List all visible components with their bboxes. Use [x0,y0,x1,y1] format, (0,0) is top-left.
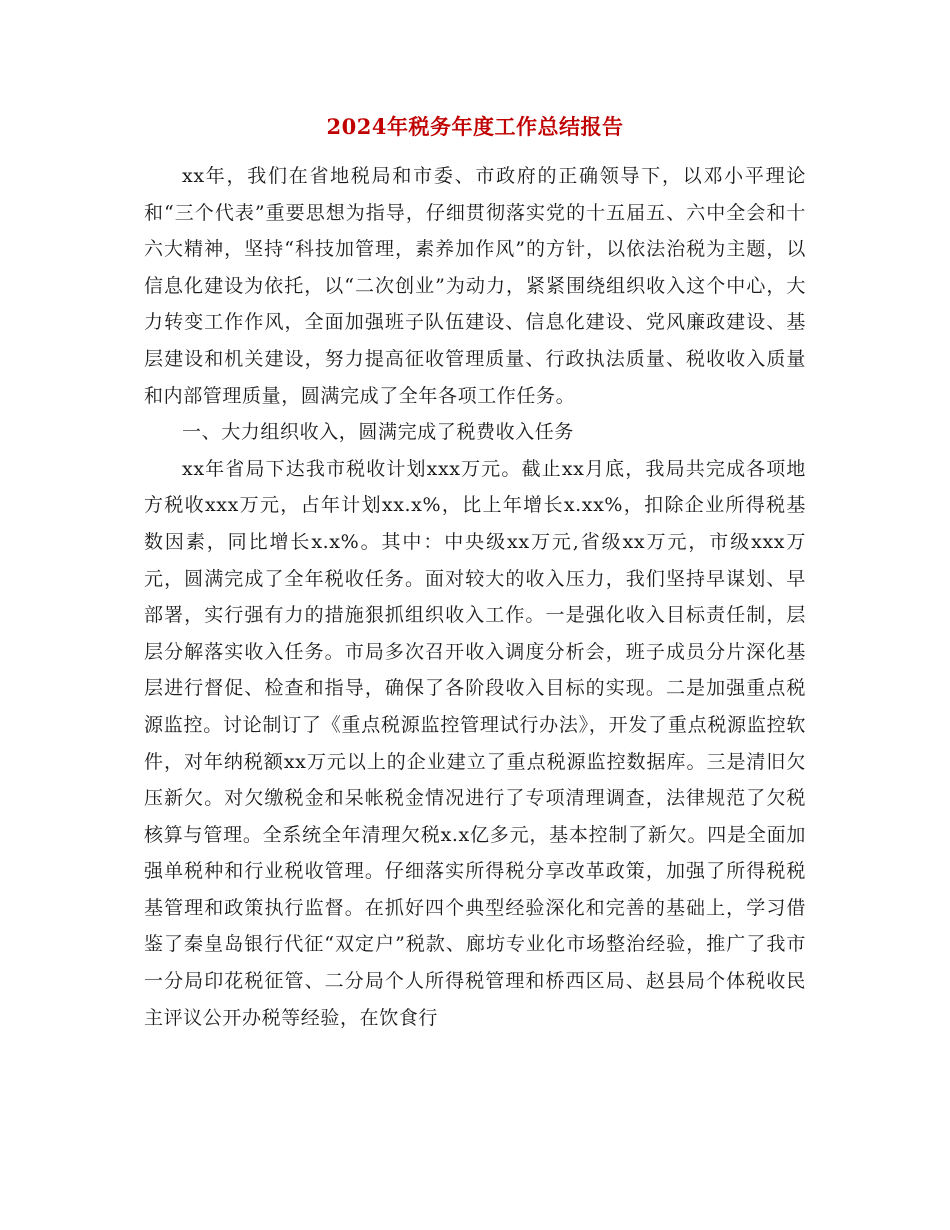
paragraph-section-1: xx年省局下达我市税收计划xxx万元。截止xx月底，我局共完成各项地方税收xxx万元，占年计划xx.x%，比上年增长x.xx%，扣除企业所得税基数因素，同比增长x.x%。其中：中央级xx万元,省级xx万元，市级xxx万元，圆满完成了全年税收任务。面对较大的收入压力，我们坚持早谋划、早部署，实行强有力的措施狠抓组织收入工作。一是强化收入目标责任制，层层分解落实收入任务。市局多次召开收入调度分析会，班子成员分片深化基层进行督促、检查和指导，确保了各阶段收入目标的实现。二是加强重点税源监控。讨论制订了《重点税源监控管理试行办法》，开发了重点税源监控软件，对年纳税额xx万元以上的企业建立了重点税源监控数据库。三是清旧欠压新欠。对欠缴税金和呆帐税金情况进行了专项清理调查，法律规范了欠税核算与管理。全系统全年清理欠税x.x亿多元，基本控制了新欠。四是全面加强单税种和行业税收管理。仔细落实所得税分享改革政策，加强了所得税税基管理和政策执行监督。在抓好四个典型经验深化和完善的基础上，学习借鉴了秦皇岛银行代征“双定户”税款、廊坊专业化市场整治经验，推广了我市一分局印花税征管、二分局个人所得税管理和桥西区局、赵县局个体税收民主评议公开办税等经验，在饮食行 [144,457,806,1029]
document-title: 2024年税务年度工作总结报告 [326,114,624,139]
paragraph-intro: xx年，我们在省地税局和市委、市政府的正确领导下，以邓小平理论和“三个代表”重要思想为指导，仔细贯彻落实党的十五届五、六中全会和十六大精神，坚持“科技加管理，素养加作风”的方针，以依法治税为主题，以信息化建设为依托，以“二次创业”为动力，紧紧围绕组织收入这个中心，大力转变工作作风，全面加强班子队伍建设、信息化建设、党风廉政建设、基层建设和机关建设，努力提高征收管理质量、行政执法质量、税收收入质量和内部管理质量，圆满完成了全年各项工作任务。 [144,165,806,407]
section-heading-1: 一、大力组织收入，圆满完成了税费收入任务 [182,421,575,444]
document-body [144,158,806,1036]
